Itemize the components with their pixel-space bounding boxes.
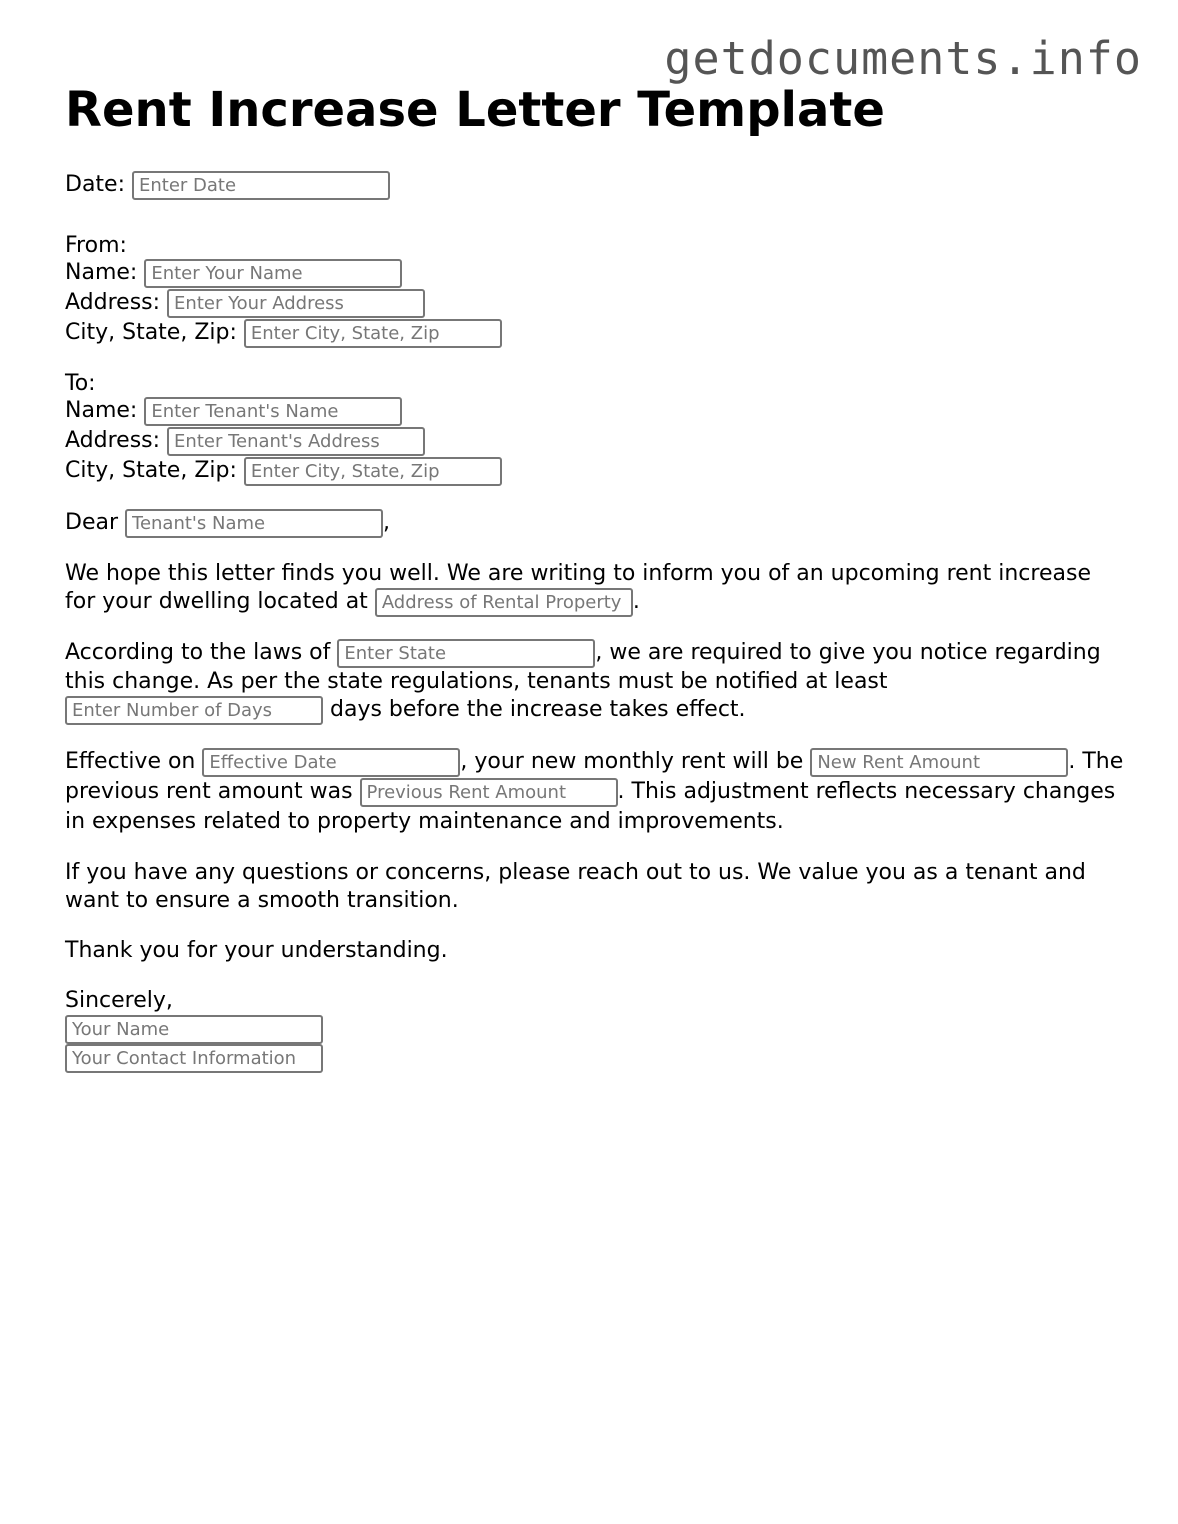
to-heading: To:: [65, 371, 96, 396]
intro-period: .: [632, 589, 640, 614]
effective-paragraph: [65, 747, 1125, 837]
watermark: getdocuments.info: [664, 32, 1142, 85]
letter-body: [65, 82, 1125, 1073]
sender-name-input[interactable]: [144, 259, 402, 288]
previous-rent-prefix: The previous rent amount was: [65, 749, 1124, 804]
tenant-address-label: Address:: [65, 428, 161, 453]
salutation: [65, 508, 1125, 538]
previous-rent-input[interactable]: [360, 778, 618, 807]
page-title: Rent Increase Letter Template: [65, 82, 885, 138]
closing-block: [65, 987, 1125, 1073]
effective-middle: , your new monthly rent will be: [460, 749, 804, 774]
tenant-city-input[interactable]: [244, 457, 502, 486]
date-label: Date:: [65, 172, 125, 197]
questions-paragraph: If you have any questions or concerns, please reach out to us. We value you as a tenant and want to ensure a smooth transition.: [65, 860, 1086, 913]
law-paragraph: [65, 639, 1125, 725]
intro-text: We hope this letter finds you well. We are writing to inform you of an upcoming rent increase for your dwelling located at: [65, 561, 1091, 614]
new-rent-input[interactable]: [810, 748, 1068, 777]
thanks-paragraph: Thank you for your understanding.: [65, 938, 448, 963]
sender-city-input[interactable]: [244, 319, 502, 348]
effective-suffix: . This adjustment reflects necessary changes in expenses related to property maintenance and improvements.: [65, 779, 1116, 834]
tenant-address-input[interactable]: [167, 427, 425, 456]
law-suffix: days before the increase takes effect.: [330, 697, 746, 722]
closing-label: Sincerely,: [65, 988, 173, 1013]
intro-paragraph: [65, 560, 1125, 617]
sender-name-label: Name:: [65, 260, 138, 285]
tenant-name-label: Name:: [65, 398, 138, 423]
salutation-name-input[interactable]: [125, 509, 383, 538]
effective-prefix: Effective on: [65, 749, 196, 774]
effective-period: .: [1068, 749, 1076, 774]
notice-days-input[interactable]: [65, 696, 323, 725]
sender-address-input[interactable]: [167, 289, 425, 318]
date-input[interactable]: [132, 171, 390, 200]
sender-address-label: Address:: [65, 290, 161, 315]
law-prefix: According to the laws of: [65, 640, 331, 665]
signer-contact-input[interactable]: [65, 1044, 323, 1073]
effective-date-input[interactable]: [202, 748, 460, 777]
salutation-prefix: Dear: [65, 510, 119, 535]
law-middle: , we are required to give you notice regarding this change. As per the state regulations, tenants must be notified at least: [65, 640, 1101, 694]
tenant-name-input[interactable]: [144, 397, 402, 426]
rental-address-input[interactable]: [375, 588, 633, 617]
sender-block: [65, 234, 1125, 348]
date-row: [65, 170, 1125, 200]
recipient-block: [65, 372, 1125, 486]
state-input[interactable]: [337, 639, 595, 668]
from-heading: From:: [65, 233, 127, 258]
salutation-comma: ,: [383, 510, 391, 535]
signer-name-input[interactable]: [65, 1015, 323, 1044]
sender-city-label: City, State, Zip:: [65, 320, 237, 345]
tenant-city-label: City, State, Zip:: [65, 458, 237, 483]
